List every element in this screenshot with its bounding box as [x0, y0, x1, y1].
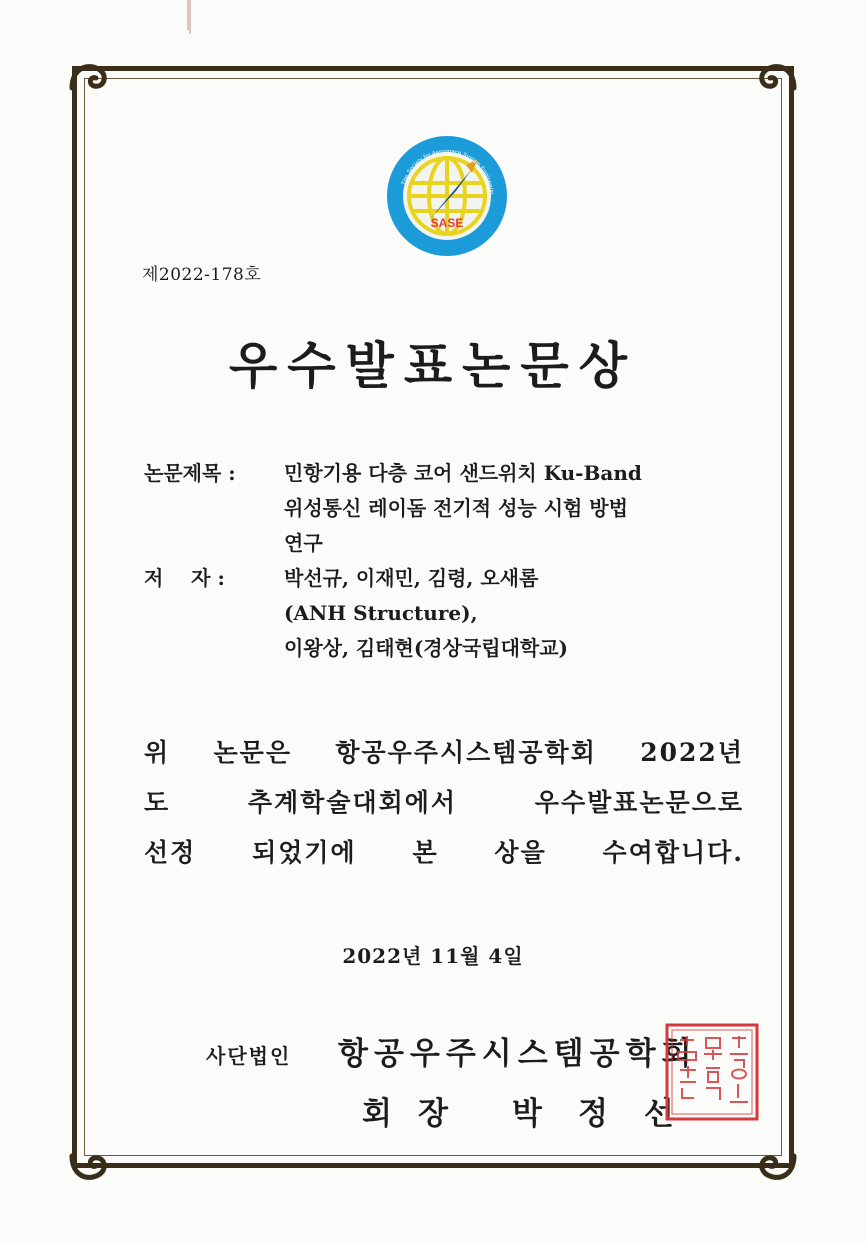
organization-name: 항공우주시스템공학회 [338, 1036, 698, 1072]
paper-title-line: 위성통신 레이돔 전기적 성능 시험 방법 [284, 496, 628, 520]
award-statement [144, 728, 744, 878]
statement-word: 항공우주시스템공학회 [335, 738, 597, 767]
statement-word: 수여합니다. [602, 838, 744, 867]
statement-word: 되었기에 [252, 838, 357, 867]
corner-ornament-bottom-right [742, 1126, 802, 1186]
authors-label: 저 자 : [144, 566, 225, 590]
society-logo [386, 135, 508, 257]
statement-word: 추계학술대회에서 [247, 788, 458, 817]
corner-ornament-top-right [742, 58, 802, 118]
statement-word: 논문은 [213, 738, 292, 767]
paper-title-label: 논문제목 : [144, 461, 236, 485]
statement-word: 상을 [494, 838, 547, 867]
statement-word: 위 [144, 738, 171, 767]
statement-line-3 [144, 828, 744, 878]
statement-word: 선정 [144, 838, 197, 867]
corner-ornament-bottom-left [64, 1126, 124, 1186]
authors-line: 박선규, 이재민, 김령, 오새롬 [284, 566, 539, 590]
statement-word: 우수발표논문으로 [534, 788, 744, 817]
certificate-number: 제2022-178호 [142, 265, 262, 285]
president-name: 박정선 [512, 1096, 710, 1132]
statement-word: 2022년 [640, 738, 744, 767]
logo-acronym: SASE [430, 216, 464, 230]
stray-ink-mark [186, 0, 192, 34]
statement-line-2 [144, 778, 744, 828]
statement-word: 본 [412, 838, 439, 867]
authors-line: (ANH Structure), [284, 601, 478, 625]
corner-ornament-top-left [64, 58, 124, 118]
statement-line-1 [144, 728, 744, 778]
authors-line: 이왕상, 김태현(경상국립대학교) [284, 636, 569, 660]
paper-title-line: 연구 [284, 531, 323, 555]
statement-word: 도 [144, 788, 171, 817]
president-title: 회장 [362, 1096, 474, 1132]
award-date: 2022년 11월 4일 [342, 944, 524, 968]
award-title: 우수발표논문상 [228, 336, 638, 395]
organization-prefix: 사단법인 [206, 1044, 292, 1068]
logo-arc-text: The Society for Aerospace System Engineerin [401, 148, 495, 195]
paper-title-line: 민항기용 다층 코어 샌드위치 Ku-Band [284, 461, 642, 485]
official-seal [664, 1022, 760, 1122]
